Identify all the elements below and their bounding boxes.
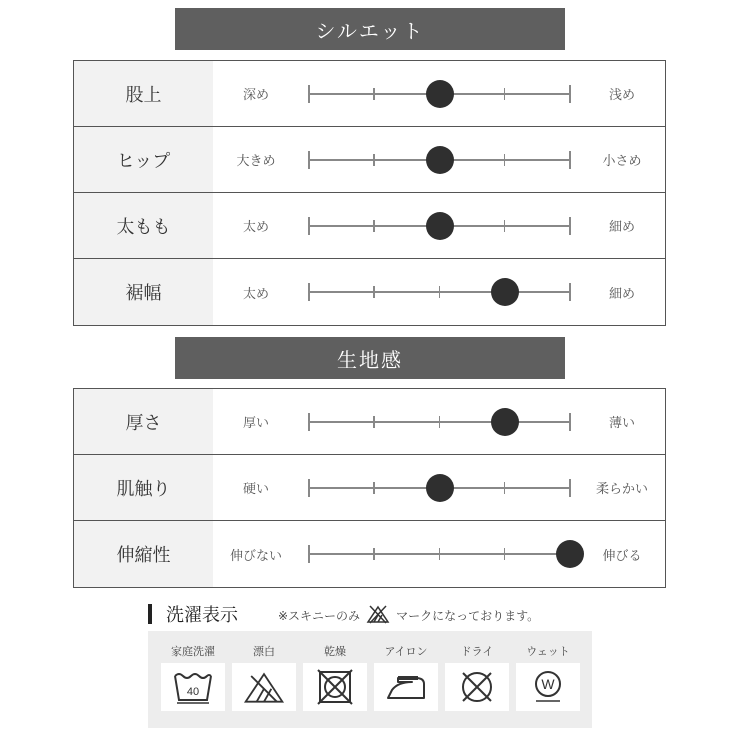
care-title-bar [148,604,152,624]
wash-temperature: 40 [186,686,200,698]
care-title [148,603,238,625]
no-bleach-icon [366,604,390,627]
row-label: 太もも [74,193,213,258]
fabric-row [74,455,665,521]
silhouette-row [74,127,665,193]
row-label: 股上 [74,61,213,126]
scale-left-label: 深め [242,88,269,103]
scale-tick [569,151,571,169]
fabric-banner [175,337,565,379]
fabric-row [74,521,665,587]
scale-tick [569,283,571,301]
wet-clean-icon [516,663,580,711]
iron-icon [374,663,438,711]
scale-tick [569,217,571,235]
scale-left-label: 太め [242,220,269,235]
care-item-label: 漂白 [253,645,275,658]
care-item-dryclean [445,631,509,728]
scale-tick [373,286,375,298]
silhouette-row [74,61,665,127]
wet-clean-letter: W [541,676,555,692]
care-item-bleach [232,631,296,728]
fabric-row [74,389,665,455]
scale-tick [439,286,441,298]
scale-tick [308,479,310,497]
scale-tick [308,151,310,169]
scale-right-label: 細め [608,286,635,302]
scale-tick [308,85,310,103]
scale-tick [308,545,310,563]
wash-tub-40-icon [161,663,225,711]
scale-tick [504,220,506,232]
care-note [278,605,539,625]
scale-tick [569,413,571,431]
row-label: 厚さ [74,389,213,454]
scale-right-label: 浅め [608,88,635,103]
scale-tick [373,154,375,166]
rating-marker [426,146,454,174]
silhouette-banner [175,8,565,50]
care-item-iron [374,631,438,728]
care-note-before: ※スキニーのみ [278,608,361,623]
scale-tick [504,88,506,100]
scale-tick [373,416,375,428]
scale-tick [308,217,310,235]
row-label: ヒップ [74,127,213,192]
no-tumble-dry-icon [303,663,367,711]
scale-tick [308,283,310,301]
care-item-label: アイロン [384,645,428,658]
care-symbols-panel [148,631,592,728]
scale-tick [308,413,310,431]
care-item-label: ドライ [460,645,494,658]
care-item-label: 家庭洗濯 [171,645,215,658]
scale-tick [504,154,506,166]
scale-left-label: 大きめ [236,154,276,169]
scale-tick [373,482,375,494]
scale-right-label: 伸びる [602,548,642,564]
scale-tick [569,85,571,103]
scale-tick [504,548,506,560]
care-note-after: マークになっております。 [396,608,540,623]
scale-tick [439,548,441,560]
scale-tick [373,220,375,232]
scale-tick [373,548,375,560]
row-label: 裾幅 [74,259,213,325]
silhouette-table [73,60,666,326]
fabric-table [73,388,666,588]
scale-tick [439,416,441,428]
scale-right-label: 小さめ [602,154,642,169]
care-item-label: ウェット [526,645,570,658]
scale-left-label: 硬い [242,482,269,497]
no-dry-clean-icon [445,663,509,711]
scale-left-label: 伸びない [229,548,282,564]
scale-left-label: 厚い [242,416,269,431]
scale-tick [569,479,571,497]
rating-marker [426,80,454,108]
scale-right-label: 柔らかい [595,482,648,497]
care-title-text: 洗濯表示 [166,605,238,626]
no-bleach-icon [232,663,296,711]
scale-right-label: 細め [608,220,635,235]
row-label: 伸縮性 [74,521,213,587]
rating-marker [491,278,519,306]
scale-right-label: 薄い [608,416,635,431]
fabric-title: 生地感 [337,347,403,372]
care-item-label: 乾燥 [324,645,346,658]
care-item-wash [161,631,225,728]
rating-marker [426,474,454,502]
row-label: 肌触り [74,455,213,520]
scale-left-label: 太め [242,286,269,302]
silhouette-row [74,259,665,325]
care-item-wet [516,631,580,728]
rating-marker [426,212,454,240]
silhouette-title: シルエット [315,18,425,43]
scale-tick [373,88,375,100]
care-item-dry [303,631,367,728]
scale-tick [504,482,506,494]
silhouette-row [74,193,665,259]
rating-marker [491,408,519,436]
